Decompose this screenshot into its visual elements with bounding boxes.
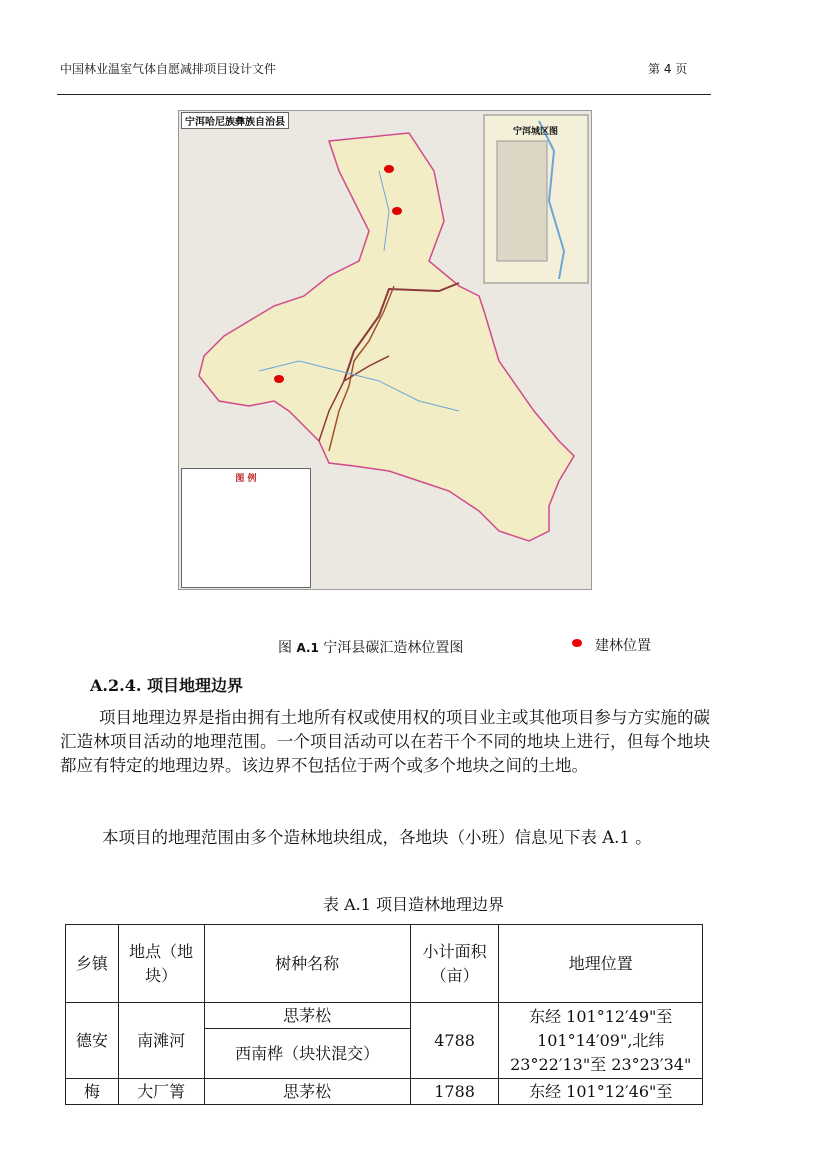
map-legend-title: 图 例 [235,474,257,484]
boundary-table [65,924,703,1105]
body-paragraph-2: 本项目的地理范围由多个造林地块组成，各地块（小班）信息见下表 A.1 。 [102,828,652,847]
map-legend [181,468,311,588]
figure-caption [278,637,463,657]
header-divider [57,94,711,95]
header-area: 小计面积（亩） [410,925,499,1003]
cell-area: 1788 [410,1079,499,1105]
inset-map-title: 宁洱城区图 [513,127,559,137]
table-header-row [66,925,703,1003]
plantation-marker [392,207,402,215]
location-map [178,110,592,590]
red-dot-icon [572,639,582,647]
plantation-marker [384,165,394,173]
table-caption: 表 A.1 项目造林地理边界 [323,895,504,914]
figure-caption-text: 宁洱县碳汇造林位置图 [323,640,464,656]
cell-species: 西南桦（块状混交） [204,1029,410,1079]
cell-area: 4788 [410,1003,499,1079]
cell-location: 南滩河 [118,1003,204,1079]
header-town: 乡镇 [66,925,119,1003]
header-position: 地理位置 [499,925,703,1003]
cell-position: 东经 101°12′49"至 101°14′09",北纬 23°22′13"至 23°23′34" [499,1003,703,1079]
table-row [66,1079,703,1105]
plantation-marker [274,375,284,383]
map-title: 宁洱哈尼族彝族自治县 [181,112,289,129]
cell-position: 东经 101°12′46"至 [499,1079,703,1105]
figure-caption-prefix: 图 [278,640,292,656]
cell-species: 思茅松 [204,1003,410,1029]
cell-town: 德安 [66,1003,119,1079]
document-header-title: 中国林业温室气体自愿减排项目设计文件 [60,62,277,76]
header-species: 树种名称 [204,925,410,1003]
cell-town: 梅 [66,1079,119,1105]
page-number: 第 4 页 [648,62,688,76]
figure-legend-label: 建林位置 [595,638,651,654]
body-paragraph-1: 项目地理边界是指由拥有土地所有权或使用权的项目业主或其他项目参与方实施的碳汇造林项目活动的地理范围。一个项目活动可以在若干个不同的地块上进行，但每个地块都应有特定的地理边界。该边界不包括位于两个或多个地块之间的土地。 [60,708,710,775]
table-row [66,1003,703,1029]
cell-location: 大厂箐 [118,1079,204,1105]
cell-species: 思茅松 [204,1079,410,1105]
figure-caption-number: A.1 [296,641,319,655]
section-heading: A.2.4. 项目地理边界 [90,676,243,695]
header-location: 地点（地块） [118,925,204,1003]
